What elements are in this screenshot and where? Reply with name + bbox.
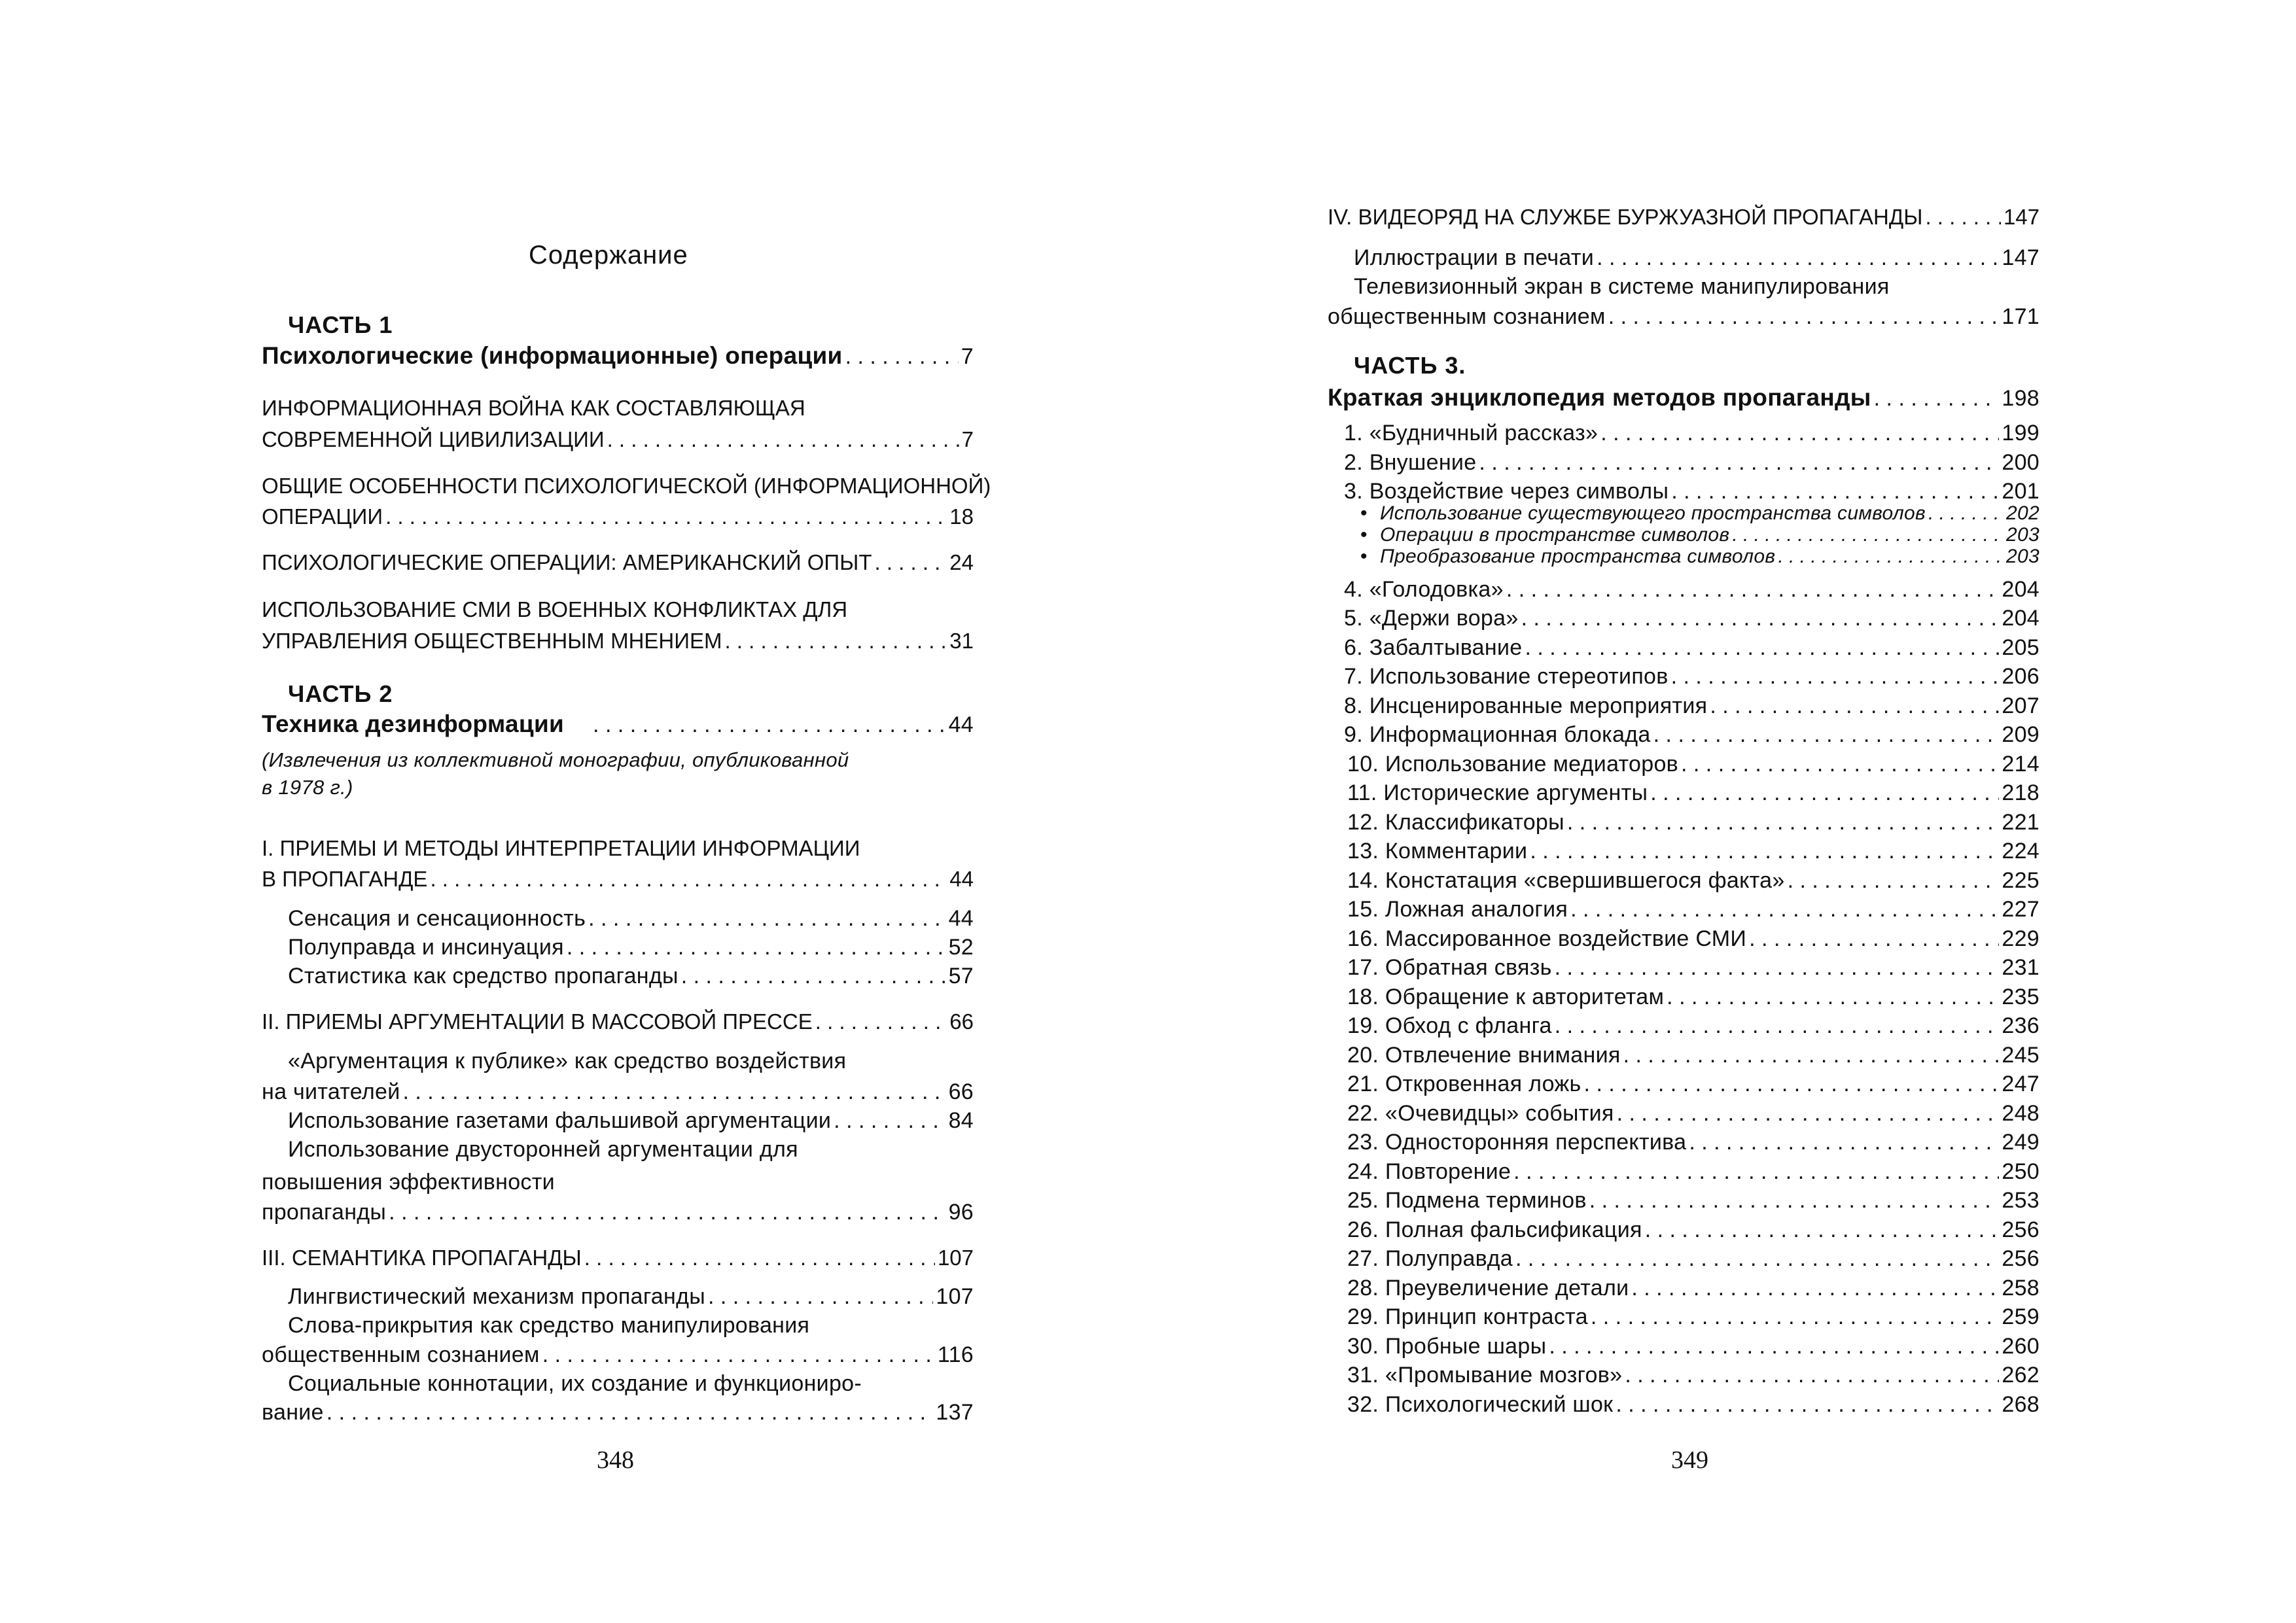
page-number: 207 <box>2002 693 2040 718</box>
toc-entry-section <box>262 548 974 577</box>
entry-title: Психологические (информационные) операции <box>262 342 843 369</box>
entry-title: 25. Подмена терминов <box>1347 1188 1587 1213</box>
toc-entry-sub <box>262 1398 974 1427</box>
entry-title: на читателей <box>262 1079 400 1104</box>
note-line: в 1978 г.) <box>262 776 353 799</box>
entry-title: 19. Обход с фланга <box>1347 1013 1552 1038</box>
entry-title: 1. «Будничный рассказ» <box>1344 421 1598 445</box>
page-number: 227 <box>2002 897 2040 922</box>
page-number: 44 <box>948 712 974 737</box>
toc-entry-line: Слова-прикрытия как средство манипулирования <box>288 1313 810 1338</box>
page-number: 201 <box>2002 479 2040 504</box>
entry-title: Краткая энциклопедия методов пропаганды <box>1328 384 1871 411</box>
dot-leader <box>1555 953 2000 982</box>
method-subitem <box>1360 524 2040 546</box>
entry-title: Лингвистический механизм пропаганды <box>288 1284 705 1309</box>
entry-title: IV. ВИДЕОРЯД НА СЛУЖБЕ БУРЖУАЗНОЙ ПРОПАГАНДЫ <box>1328 205 1923 229</box>
method-item <box>1347 1302 2040 1331</box>
method-item <box>1347 1244 2040 1273</box>
page-number: 57 <box>948 964 974 988</box>
page-number: 218 <box>2002 780 2040 805</box>
page-number: 235 <box>2002 985 2040 1009</box>
page-number: 256 <box>2002 1246 2040 1271</box>
entry-title: Иллюстрации в печати <box>1354 245 1595 270</box>
dot-leader <box>1567 808 2000 837</box>
page-number: 7 <box>961 427 974 451</box>
page-number: 7 <box>961 344 974 369</box>
page-number: 248 <box>2002 1101 2040 1126</box>
entry-title: 27. Полуправда <box>1347 1246 1513 1271</box>
entry-title: пропаганды <box>262 1200 387 1225</box>
method-subitem <box>1360 546 2040 568</box>
toc-entry-line: ИСПОЛЬЗОВАНИЕ СМИ В ВОЕННЫХ КОНФЛИКТАХ ДЛЯ <box>262 597 848 621</box>
entry-title: 10. Использование медиаторов <box>1347 752 1679 777</box>
page-number: 44 <box>948 906 974 931</box>
dot-leader <box>1650 778 1999 807</box>
toc-entry-sub <box>288 904 974 933</box>
page-number-footer: 348 <box>597 1446 634 1474</box>
method-item <box>1347 750 2040 778</box>
method-item <box>1347 1332 2040 1361</box>
entry-title: 32. Психологический шок <box>1347 1392 1614 1417</box>
page-number: 203 <box>2006 524 2040 546</box>
page-number: 31 <box>949 629 974 653</box>
page-number: 198 <box>2002 386 2040 411</box>
toc-entry-part1 <box>262 341 974 371</box>
method-item <box>1344 604 2040 633</box>
method-item <box>1344 419 2040 447</box>
entry-title: 2. Внушение <box>1344 450 1477 475</box>
dot-leader <box>1591 1302 1999 1331</box>
toc-entry-sub <box>262 1340 974 1369</box>
toc-entry-line: Социальные коннотации, их создание и функциониро- <box>288 1371 862 1396</box>
entry-title: II. ПРИЕМЫ АРГУМЕНТАЦИИ В МАССОВОЙ ПРЕССЕ <box>262 1009 813 1034</box>
dot-leader <box>1506 575 2000 604</box>
entry-title: УПРАВЛЕНИЯ ОБЩЕСТВЕННЫМ МНЕНИЕМ <box>262 629 722 653</box>
page-number: 214 <box>2002 752 2040 777</box>
entry-title: 3. Воздействие через символы <box>1344 479 1669 504</box>
dot-leader <box>1589 1186 2000 1215</box>
page-number: 199 <box>2002 421 2040 445</box>
entry-title: 8. Инсценированные мероприятия <box>1344 693 1708 718</box>
bullet-icon: • <box>1360 546 1368 567</box>
dot-leader <box>1570 895 1999 924</box>
entry-title: Использование газетами фальшивой аргументации <box>288 1108 832 1133</box>
page-number: 84 <box>948 1108 974 1133</box>
page-number: 107 <box>937 1246 974 1270</box>
toc-entry-sub <box>262 1198 974 1227</box>
entry-title: 24. Повторение <box>1347 1159 1511 1184</box>
toc-entry-part3 <box>1328 383 2040 413</box>
toc-entry-section <box>262 425 974 454</box>
page-number: 116 <box>937 1342 974 1367</box>
page-number-footer: 349 <box>1671 1446 1708 1474</box>
entry-title: Полуправда и инсинуация <box>288 935 564 960</box>
entry-title: 28. Преувеличение детали <box>1347 1276 1629 1300</box>
note-line: (Извлечения из коллективной монографии, опубликованной <box>262 748 849 771</box>
page-number: 250 <box>2002 1159 2040 1184</box>
dot-leader <box>1732 524 2004 546</box>
page-number: 96 <box>948 1200 974 1225</box>
method-item <box>1344 691 2040 720</box>
entry-title: 31. «Промывание мозгов» <box>1347 1363 1623 1387</box>
dot-leader <box>1631 1274 1999 1302</box>
method-item <box>1347 1128 2040 1157</box>
method-item <box>1347 1157 2040 1186</box>
dot-leader <box>1788 866 2000 895</box>
page-number: 18 <box>949 504 974 529</box>
page-number: 171 <box>2002 304 2040 329</box>
entry-title: 6. Забалтывание <box>1344 635 1523 660</box>
entry-title: 29. Принцип контраста <box>1347 1304 1588 1329</box>
dot-leader <box>1600 419 1999 447</box>
dot-leader <box>1689 1128 1999 1157</box>
entry-title: 7. Использование стереотипов <box>1344 664 1669 689</box>
page-number: 247 <box>2002 1072 2040 1096</box>
part1-label: ЧАСТЬ 1 <box>288 311 393 338</box>
dot-leader <box>1653 720 2000 749</box>
right-page <box>1148 0 2296 1623</box>
method-item <box>1347 808 2040 837</box>
dot-leader <box>1616 1390 1999 1419</box>
page-number: 66 <box>949 1009 974 1034</box>
toc-entry-chapter <box>262 865 974 894</box>
method-item <box>1347 1099 2040 1128</box>
toc-entry-line: «Аргументация к публике» как средство воздействия <box>288 1049 847 1073</box>
toc-entry-sub <box>288 933 974 962</box>
bullet-icon: • <box>1360 502 1368 524</box>
entry-title: общественным сознанием <box>1328 304 1606 329</box>
toc-entry-section <box>262 502 974 531</box>
dot-leader <box>1515 1244 1999 1273</box>
page-number: 52 <box>948 935 974 960</box>
entry-title: 13. Комментарии <box>1347 839 1528 864</box>
entry-title: Статистика как средство пропаганды <box>288 964 679 988</box>
toc-entry-line: ИНФОРМАЦИОННАЯ ВОЙНА КАК СОСТАВЛЯЮЩАЯ <box>262 396 805 420</box>
method-item <box>1347 1186 2040 1215</box>
dot-leader <box>1521 604 2000 633</box>
toc-entry-chapter <box>1328 203 2040 232</box>
toc-entry-line: Телевизионный экран в системе манипулирования <box>1354 274 1890 299</box>
entry-title: 18. Обращение к авторитетам <box>1347 985 1665 1009</box>
method-item <box>1344 633 2040 662</box>
page-number: 204 <box>2002 606 2040 631</box>
entry-title: Техника дезинформации <box>262 710 565 737</box>
page-number: 202 <box>2006 502 2040 524</box>
page-number: 224 <box>2002 839 2040 864</box>
toc-entry-sub <box>288 1106 974 1135</box>
entry-title: 15. Ложная аналогия <box>1347 897 1568 922</box>
entry-title: 17. Обратная связь <box>1347 955 1552 980</box>
page-number: 205 <box>2002 635 2040 660</box>
toc-entry-chapter <box>262 1244 974 1272</box>
toc-entry-sub <box>288 962 974 990</box>
toc-entry-sub <box>1328 302 2040 331</box>
method-item <box>1347 1011 2040 1040</box>
page-number: 221 <box>2002 810 2040 835</box>
dot-leader <box>1671 662 2000 691</box>
entry-title: 9. Информационная блокада <box>1344 722 1651 747</box>
page-number: 24 <box>949 550 974 574</box>
page-number: 107 <box>936 1284 974 1309</box>
method-item <box>1347 1361 2040 1389</box>
method-item <box>1347 953 2040 982</box>
toc-entry-sub <box>262 1077 974 1106</box>
toc-entry-line: I. ПРИЕМЫ И МЕТОДЫ ИНТЕРПРЕТАЦИИ ИНФОРМАЦИИ <box>262 836 860 860</box>
entry-title: вание <box>262 1400 324 1425</box>
dot-leader <box>1525 633 1999 662</box>
page-number: 203 <box>2006 546 2040 567</box>
dot-leader <box>1928 502 2004 525</box>
page-title: Содержание <box>529 241 688 270</box>
page-number: 147 <box>2002 245 2040 270</box>
method-subitem <box>1360 502 2040 525</box>
page-number: 229 <box>2002 926 2040 951</box>
method-item <box>1344 575 2040 604</box>
method-item <box>1347 1070 2040 1098</box>
method-item <box>1347 1390 2040 1419</box>
entry-title: ОПЕРАЦИИ <box>262 504 383 529</box>
method-item <box>1344 662 2040 691</box>
page-number: 225 <box>2002 868 2040 893</box>
dot-leader <box>1555 1011 2000 1040</box>
entry-title: III. СЕМАНТИКА ПРОПАГАНДЫ <box>262 1246 582 1270</box>
page-number: 204 <box>2002 577 2040 602</box>
dot-leader <box>1667 983 1999 1011</box>
page-number: 260 <box>2002 1334 2040 1359</box>
entry-title: СОВРЕМЕННОЙ ЦИВИЛИЗАЦИИ <box>262 427 605 451</box>
entry-title: 14. Констатация «свершившегося факта» <box>1347 868 1785 893</box>
toc-entry-sub <box>288 1282 974 1311</box>
page-number: 231 <box>2002 955 2040 980</box>
toc-entry-line: ОБЩИЕ ОСОБЕННОСТИ ПСИХОЛОГИЧЕСКОЙ (ИНФОРМАЦИОННОЙ) <box>262 474 991 498</box>
dot-leader <box>1778 546 2004 568</box>
part2-label: ЧАСТЬ 2 <box>288 680 393 707</box>
entry-title: 22. «Очевидцы» события <box>1347 1101 1614 1126</box>
toc-entry-sub <box>1354 243 2040 272</box>
page-number: 137 <box>936 1400 974 1425</box>
dot-leader <box>1625 1361 1999 1389</box>
dot-leader <box>1549 1332 1999 1361</box>
method-item <box>1347 1041 2040 1070</box>
page-number: 253 <box>2002 1188 2040 1213</box>
method-item <box>1347 924 2040 953</box>
entry-title: Использование существующего пространства символов <box>1380 502 1926 524</box>
method-item <box>1347 778 2040 807</box>
page-number: 209 <box>2002 722 2040 747</box>
toc-entry-line: повышения эффективности <box>262 1170 555 1195</box>
dot-leader <box>1671 477 1999 506</box>
method-item <box>1347 837 2040 865</box>
page-number: 66 <box>948 1079 974 1104</box>
entry-title: 16. Массированное воздействие СМИ <box>1347 926 1747 951</box>
dot-leader <box>1749 924 1999 953</box>
page-number: 256 <box>2002 1217 2040 1242</box>
entry-title: 20. Отвлечение внимания <box>1347 1043 1621 1068</box>
dot-leader <box>1513 1157 1999 1186</box>
entry-title: 26. Полная фальсификация <box>1347 1217 1642 1242</box>
entry-title: Преобразование пространства символов <box>1380 546 1776 567</box>
toc-entry-line: Использование двусторонней аргументации для <box>288 1137 798 1162</box>
entry-title: ПСИХОЛОГИЧЕСКИЕ ОПЕРАЦИИ: АМЕРИКАНСКИЙ ОПЫТ <box>262 550 872 574</box>
dot-leader <box>1681 750 1999 778</box>
entry-title: 12. Классификаторы <box>1347 810 1564 835</box>
toc-entry-part2 <box>262 710 974 739</box>
entry-title: В ПРОПАГАНДЕ <box>262 867 428 891</box>
toc-entry-chapter <box>262 1007 974 1036</box>
dot-leader <box>1710 691 1999 720</box>
page-number: 268 <box>2002 1392 2040 1417</box>
method-item <box>1344 720 2040 749</box>
method-item <box>1347 866 2040 895</box>
bullet-icon: • <box>1360 524 1368 546</box>
part3-label: ЧАСТЬ 3. <box>1354 352 1466 379</box>
method-item <box>1344 477 2040 506</box>
dot-leader <box>1479 448 1999 477</box>
dot-leader <box>1584 1070 2000 1098</box>
entry-title: 11. Исторические аргументы <box>1347 780 1648 805</box>
page-number: 236 <box>2002 1013 2040 1038</box>
method-item <box>1347 1215 2040 1244</box>
dot-leader <box>1645 1215 2000 1244</box>
entry-title: Сенсация и сенсационность <box>288 906 586 931</box>
entry-title: 21. Откровенная ложь <box>1347 1072 1581 1096</box>
toc-entry-section <box>262 627 974 655</box>
method-item <box>1347 895 2040 924</box>
entry-title: 23. Односторонняя перспектива <box>1347 1130 1687 1155</box>
page-number: 147 <box>2003 205 2040 229</box>
page-number: 249 <box>2002 1130 2040 1155</box>
page-number: 44 <box>949 867 974 891</box>
page-number: 245 <box>2002 1043 2040 1068</box>
page-number: 262 <box>2002 1363 2040 1387</box>
method-item <box>1344 448 2040 477</box>
page-number: 206 <box>2002 664 2040 689</box>
entry-title: 4. «Голодовка» <box>1344 577 1504 602</box>
method-item <box>1347 1274 2040 1302</box>
dot-leader <box>1623 1041 2000 1070</box>
method-item <box>1347 983 2040 1011</box>
entry-title: 30. Пробные шары <box>1347 1334 1547 1359</box>
dot-leader <box>1617 1099 2000 1128</box>
page-number: 258 <box>2002 1276 2040 1300</box>
page-number: 259 <box>2002 1304 2040 1329</box>
entry-title: Операции в пространстве символов <box>1380 524 1730 546</box>
entry-title: общественным сознанием <box>262 1342 540 1367</box>
dot-leader <box>1530 837 1999 865</box>
entry-title: 5. «Держи вора» <box>1344 606 1519 631</box>
page-number: 200 <box>2002 450 2040 475</box>
